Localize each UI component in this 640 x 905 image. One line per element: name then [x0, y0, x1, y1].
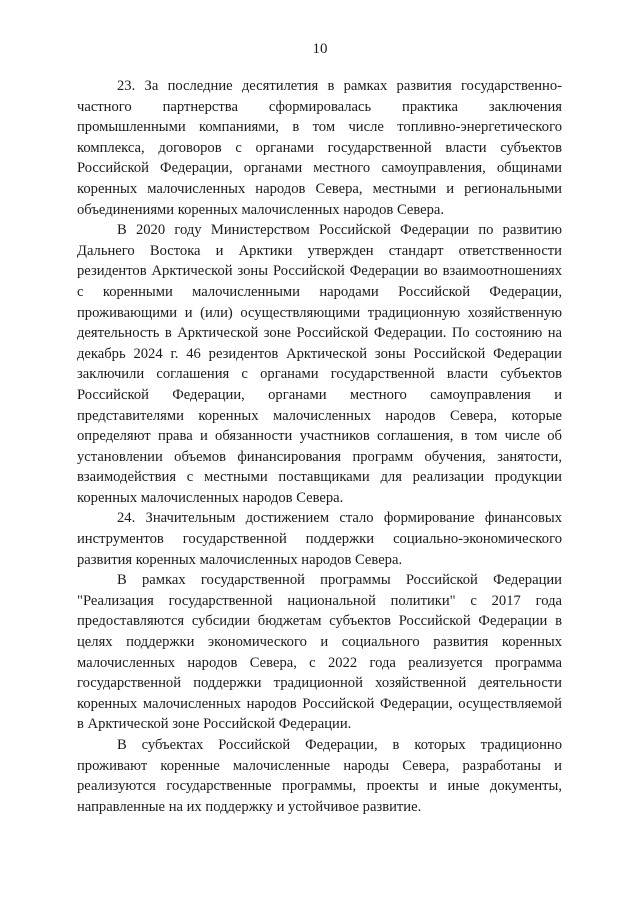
page-number: 10: [312, 41, 328, 57]
paragraph-regional-programs: В субъектах Российской Федерации, в которых традиционно проживают коренные малочисленные народы Севера, разработаны и реализуются государственные программы, проекты и иные документы, направленные на их поддержку и устойчивое развитие.: [77, 737, 562, 815]
paragraph-state-program: В рамках государственной программы Российской Федерации "Реализация государственной национальной политики" с 2017 года предоставляются субсидии бюджетам субъектов Российской Федерации в целях поддержки экономического и социального развития коренных малочисленных народов Севера, с 2022 года реализуется программа государственной поддержки традиционной хозяйственной деятельности коренных малочисленных народов Российской Федерации, осуществляемой в Арктической зоне Российской Федерации.: [77, 572, 562, 733]
paragraph-arctic-standard: В 2020 году Министерством Российской Федерации по развитию Дальнего Востока и Арктики утвержден стандарт ответственности резидентов Арктической зоны Российской Федерации во взаимоотношениях с коренными малочисленными народами Российской Федерации, проживающими и (или) осуществляющими традиционную хозяйственную деятельность в Арктической зоне Российской Федерации. По состоянию на декабрь 2024 г. 46 резидентов Арктической зоны Российской Федерации заключили соглашения с органами государственной власти субъектов Российской Федерации, органами местного самоуправления и представителями коренных малочисленных народов Севера, которые определяют права и обязанности участников соглашения, в том числе об установлении объемов финансирования программ обучения, занятости, взаимодействия с местными поставщиками для реализации продукции коренных малочисленных народов Севера.: [77, 222, 562, 506]
paragraph-23: 23. За последние десятилетия в рамках развития государственно-частного партнерства сформировалась практика заключения промышленными компаниями, в том числе топливно-энергетического комплекса, договоров с органами государственной власти субъектов Российской Федерации, органами местного самоуправления, общинами коренных малочисленных народов Севера, местными и региональными объединениями коренных малочисленных народов Севера.: [77, 78, 562, 218]
document-body: [77, 76, 562, 817]
paragraph-24: 24. Значительным достижением стало формирование финансовых инструментов государственной поддержки социально-экономического развития коренных малочисленных народов Севера.: [77, 510, 562, 568]
